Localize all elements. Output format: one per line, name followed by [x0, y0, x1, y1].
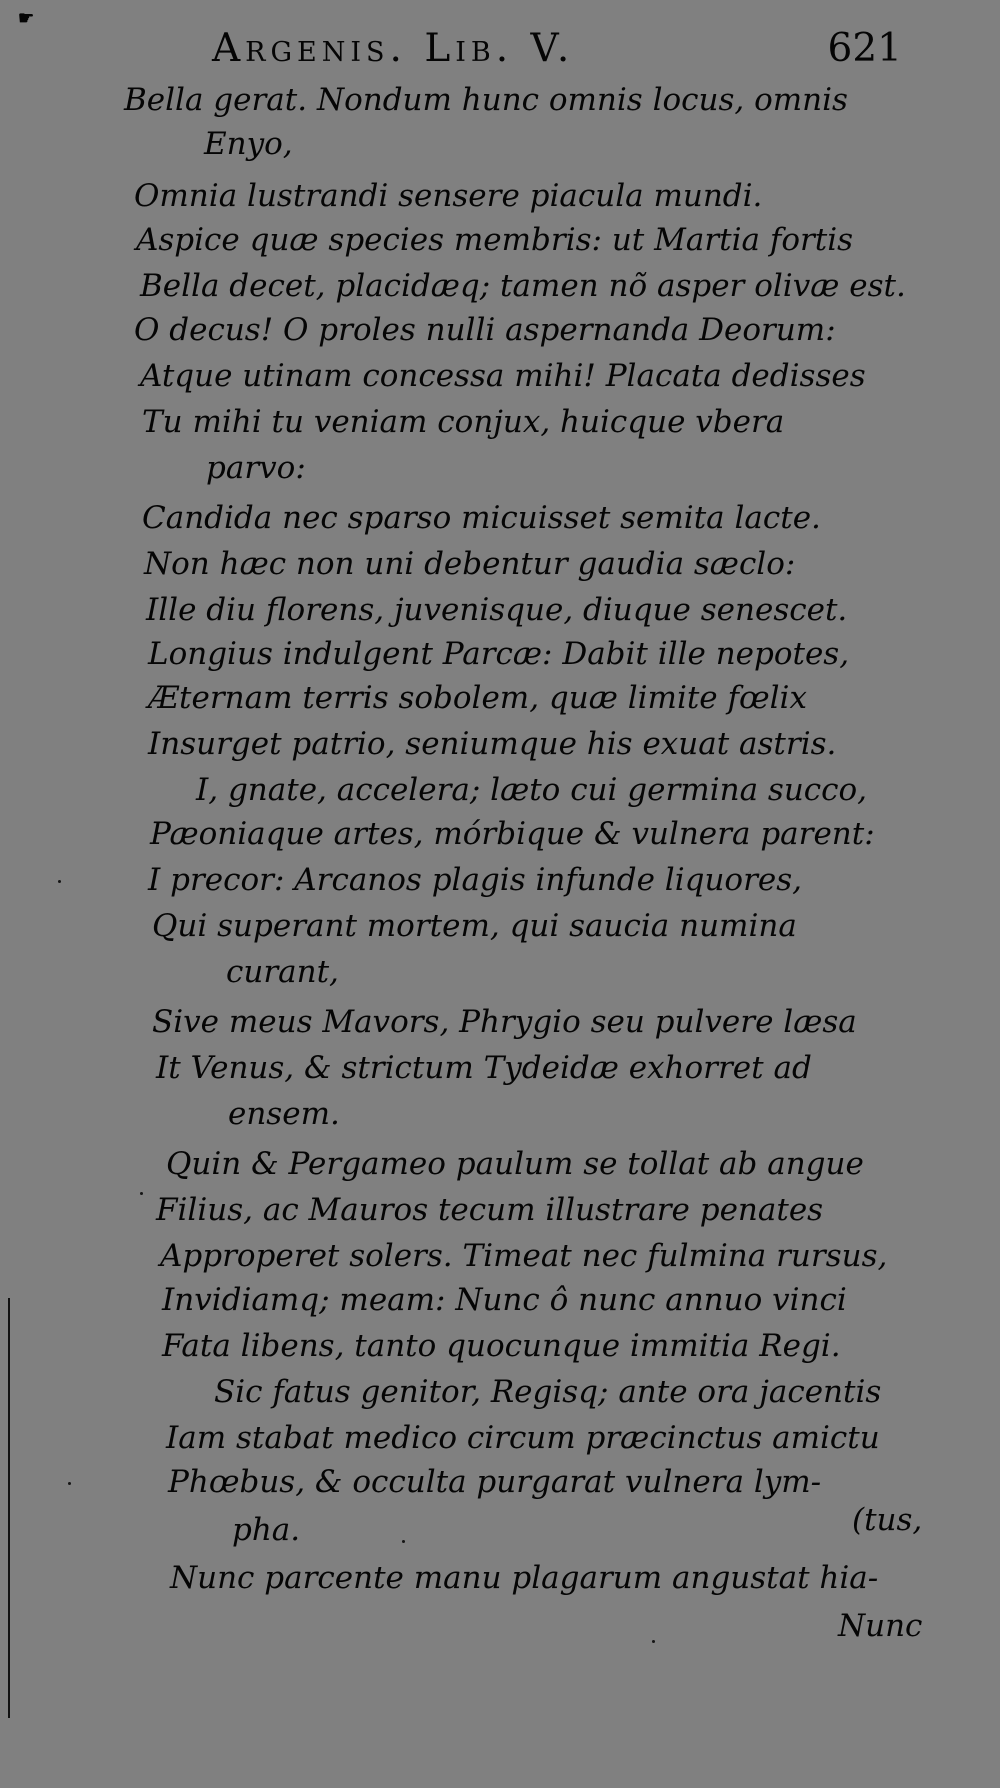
verse-line: Iam stabat medico circum præcinctus amictu: [166, 1420, 880, 1456]
verse-line: Qui superant mortem, qui saucia numina: [152, 908, 797, 944]
pointing-hand-mark: ☛: [18, 8, 35, 29]
verse-line: Quin & Pergameo paulum se tollat ab angue: [166, 1146, 864, 1182]
verse-line: Approperet solers. Timeat nec fulmina rursus,: [160, 1238, 888, 1274]
verse-line: Fata libens, tanto quocunque immitia Regi.: [162, 1328, 841, 1364]
page-header: [212, 26, 912, 82]
verse-line: Invidiamq; meam: Nunc ô nunc annuo vinci: [162, 1282, 847, 1318]
verse-line: Insurget patrio, seniumque his exuat astris.: [148, 726, 837, 762]
paper-speck: [58, 880, 61, 883]
verse-line: Æternam terris sobolem, quæ limite fœlix: [148, 680, 807, 716]
paper-speck: [652, 1640, 655, 1643]
verse-line: ensem.: [228, 1096, 340, 1132]
verse-line: O decus! O proles nulli aspernanda Deorum:: [134, 312, 836, 348]
page-number: 621: [827, 26, 902, 71]
verse-line: Atque utinam concessa mihi! Placata dedisses: [140, 358, 866, 394]
verse-line: Enyo,: [204, 126, 293, 162]
verse-line: Bella gerat. Nondum hunc omnis locus, omnis: [124, 82, 848, 118]
verse-line: It Venus, & strictum Tydeidæ exhorret ad: [156, 1050, 812, 1086]
verse-line: Phœbus, & occulta purgarat vulnera lym-: [168, 1464, 822, 1500]
verse-line: pha.: [232, 1512, 301, 1548]
verse-line: Ille diu florens, juvenisque, diuque senescet.: [146, 592, 848, 628]
verse-line: curant,: [226, 954, 339, 990]
verse-line: Sive meus Mavors, Phrygio seu pulvere læsa: [152, 1004, 857, 1040]
verse-line: Sic fatus genitor, Regisq; ante ora jacentis: [214, 1374, 882, 1410]
verse-line: Candida nec sparso micuisset semita lacte.: [142, 500, 821, 536]
verse-line: Filius, ac Mauros tecum illustrare penates: [156, 1192, 824, 1228]
verse-line: I, gnate, accelera; læto cui germina succo,: [196, 772, 868, 808]
verse-line: (tus,: [852, 1502, 923, 1538]
verse-line: Pæoniaque artes, mórbique & vulnera parent:: [150, 816, 875, 852]
verse-line: I precor: Arcanos plagis infunde liquores,: [148, 862, 803, 898]
verse-line: parvo:: [206, 450, 306, 486]
verse-line: Omnia lustrandi sensere piacula mundi.: [134, 178, 763, 214]
verse-line: Bella decet, placidæq; tamen nõ asper olivæ est.: [140, 268, 906, 304]
verse-line: Non hæc non uni debentur gaudia sæclo:: [144, 546, 796, 582]
paper-speck: [402, 1540, 405, 1543]
verse-line: Nunc parcente manu plagarum angustat hia-: [170, 1560, 879, 1596]
margin-rule: [8, 1298, 10, 1718]
verse-line: Tu mihi tu veniam conjux, huicque vbera: [142, 404, 785, 440]
verse-line: Aspice quæ species membris: ut Martia fortis: [136, 222, 854, 258]
verse-line: Nunc: [838, 1608, 923, 1644]
running-title: Argenis. Lib. V.: [212, 26, 575, 71]
verse-line: Longius indulgent Parcæ: Dabit ille nepotes,: [148, 636, 850, 672]
paper-speck: [140, 1192, 143, 1195]
paper-speck: [68, 1482, 71, 1485]
